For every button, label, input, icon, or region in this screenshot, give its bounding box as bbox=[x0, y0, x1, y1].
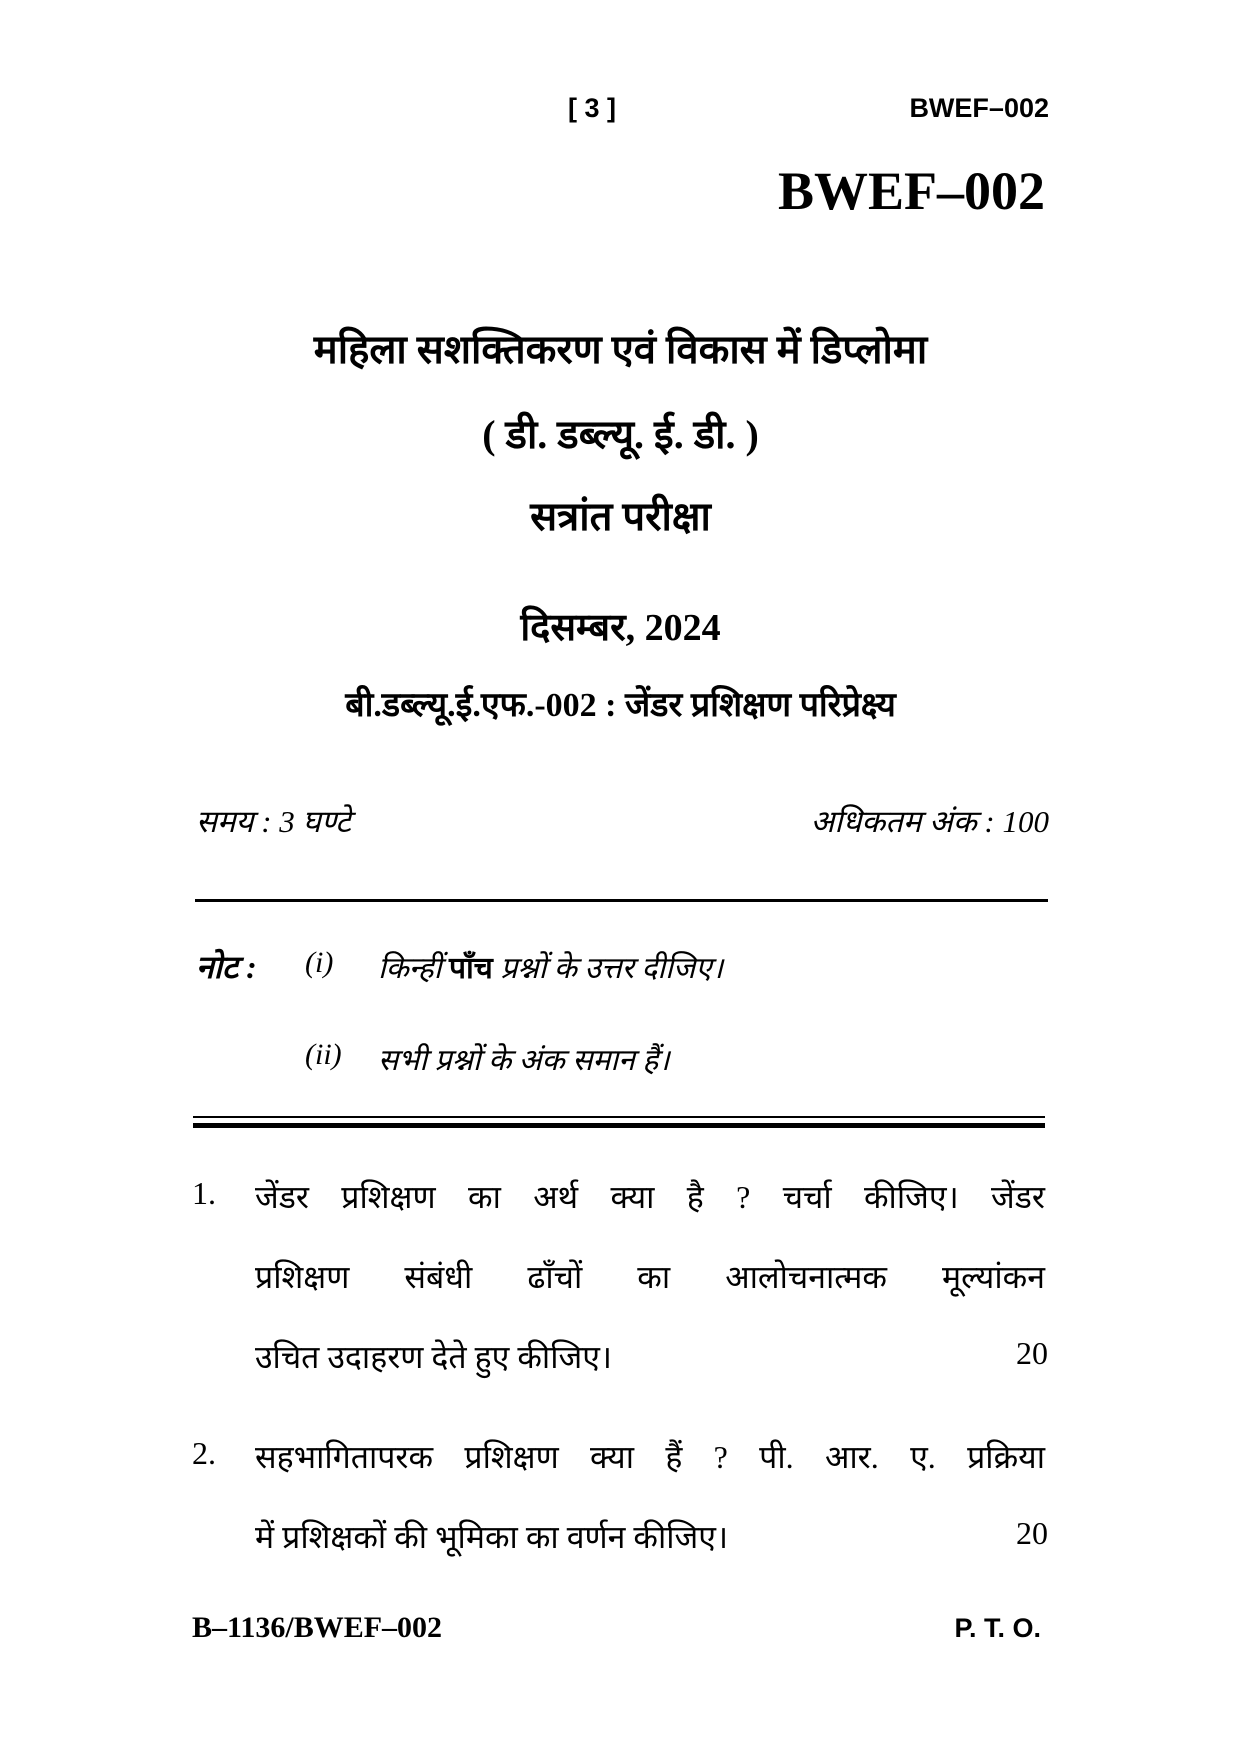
programme-abbreviation: ( डी. डब्ल्यू. ई. डी. ) bbox=[482, 412, 759, 457]
running-header-code: BWEF–002 bbox=[909, 93, 1049, 123]
maximum-marks: अधिकतम अंक : 100 bbox=[810, 804, 1049, 839]
time-allowed: समय : 3 घण्टे bbox=[196, 804, 351, 839]
question-number: 2. bbox=[192, 1435, 216, 1471]
note-item-text bbox=[378, 946, 723, 987]
page-number: [ 3 ] bbox=[568, 93, 617, 123]
note-item-number: (ii) bbox=[305, 1038, 342, 1071]
question-number: 1. bbox=[192, 1175, 216, 1211]
note-item-number: (i) bbox=[305, 946, 334, 979]
double-rule-thin bbox=[193, 1116, 1045, 1118]
question-marks: 20 bbox=[1016, 1335, 1048, 1371]
question-text-line: सहभागितापरक प्रशिक्षण क्या हैं ? पी. आर. ए. प्रक्रिया bbox=[255, 1439, 1045, 1475]
please-turn-over: P. T. O. bbox=[954, 1613, 1041, 1643]
course-code: BWEF–002 bbox=[777, 161, 1045, 221]
divider-rule bbox=[195, 899, 1048, 902]
programme-title: महिला सशक्तिकरण एवं विकास में डिप्लोमा bbox=[313, 327, 928, 372]
footer-paper-code: B–1136/BWEF–002 bbox=[192, 1611, 443, 1644]
note-text-post: प्रश्नों के उत्तर दीजिए। bbox=[492, 952, 724, 985]
note-item-text: सभी प्रश्नों के अंक समान हैं। bbox=[378, 1044, 670, 1077]
question-text-line: उचित उदाहरण देते हुए कीजिए। bbox=[255, 1339, 613, 1375]
double-rule-thick bbox=[193, 1123, 1045, 1128]
exam-type: सत्रांत परीक्षा bbox=[530, 494, 711, 539]
note-text-pre: किन्हीं bbox=[378, 952, 449, 985]
question-text-line: जेंडर प्रशिक्षण का अर्थ क्या है ? चर्चा कीजिए। जेंडर bbox=[255, 1179, 1045, 1215]
question-marks: 20 bbox=[1016, 1515, 1048, 1551]
exam-date: दिसम्बर, 2024 bbox=[520, 607, 721, 649]
question-text-line: प्रशिक्षण संबंधी ढाँचों का आलोचनात्मक मूल्यांकन bbox=[255, 1259, 1045, 1295]
note-label: नोट : bbox=[196, 949, 257, 985]
paper-title: बी.डब्ल्यू.ई.एफ.-002 : जेंडर प्रशिक्षण परिप्रेक्ष्य bbox=[345, 687, 896, 724]
note-emphasis: पाँच bbox=[448, 952, 493, 985]
question-text-line: में प्रशिक्षकों की भूमिका का वर्णन कीजिए। bbox=[255, 1519, 729, 1555]
